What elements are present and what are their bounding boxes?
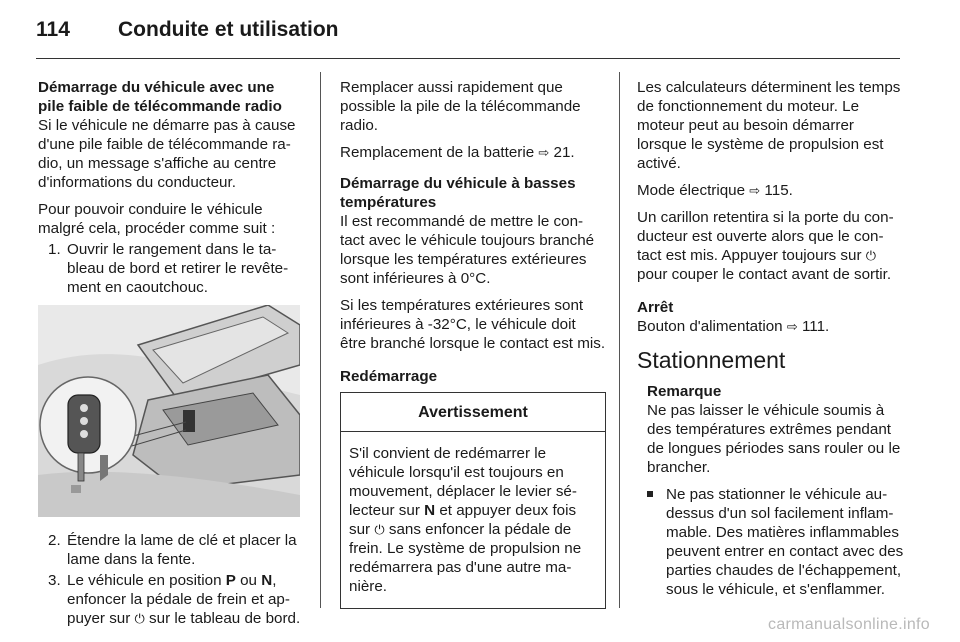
watermark: carmanualsonline.info — [768, 616, 930, 633]
page-ref-link[interactable]: 21. — [549, 144, 575, 161]
page-title: Conduite et utilisation — [118, 18, 339, 41]
paragraph: Mode électrique ⇨ 115. — [637, 182, 793, 199]
list-item: 3. Le véhicule en position P ou N, enfoncer la pédale de frein et ap-puyer sur ⏻ sur le tableau de bord. — [48, 572, 301, 627]
heading-stop: Arrêt — [637, 299, 674, 316]
section-title-parking: Stationnement — [637, 347, 786, 373]
paragraph: Pour pouvoir conduire le véhicule malgré cela, procéder comme suit : — [38, 201, 276, 237]
paragraph: Bouton d'alimentation ⇨ 111. — [637, 318, 830, 335]
warning-text: S'il convient de redémarrer le véhicule lorsqu'il est toujours en mouvement, déplacer le levier sé-lecteur sur N et appuyer deux fois sur ⏻ sans enfoncer la pédale de frein. Le système de propulsion ne redémarrera pas d'une autre ma-nière. — [349, 445, 582, 595]
steps-list — [38, 240, 304, 297]
paragraph: Un carillon retentira si la porte du con-ducteur est ouverte alors que le con-tact est mis. Appuyer toujours sur ⏻ pour couper le contact avant de sortir. — [637, 209, 894, 283]
page-ref-arrow-icon: ⇨ — [538, 145, 550, 160]
column-divider — [619, 72, 620, 608]
header-rule — [36, 58, 900, 59]
paragraph: Si le véhicule ne démarre pas à cause d'une pile faible de télécommande ra-dio, un message s'affiche au centre d'informations du conducteur. — [38, 117, 296, 191]
column-3 — [637, 78, 905, 599]
power-icon: ⏻ — [374, 522, 385, 537]
page-ref-arrow-icon: ⇨ — [749, 183, 761, 198]
paragraph: Si les températures extérieures sont inférieures à -32°C, le véhicule doit être branché lorsque le contact est mis. — [340, 297, 606, 352]
bullet-item: Ne pas stationner le véhicule au-dessus d'un sol facilement inflam-mable. Des matières inflammables peuvent entrer en contact avec des parties chaudes de l'échappement, sous le véhicule, et s'enflammer. — [637, 485, 905, 599]
power-icon: ⏻ — [865, 248, 877, 263]
list-item: 2. Étendre la lame de clé et placer la lame dans la fente. — [48, 532, 297, 568]
power-icon: ⏻ — [134, 611, 145, 626]
note-title: Remarque — [647, 383, 722, 400]
heading-restart: Redémarrage — [340, 368, 438, 385]
note-text: Ne pas laisser le véhicule soumis à des températures extrêmes pendant de longues périodes sans rouler ou le brancher. — [647, 402, 901, 476]
column-1 — [38, 78, 304, 636]
key-fob-slot-illustration — [38, 305, 300, 517]
heading-low-battery-start: Démarrage du véhicule avec une pile faible de télécommande radio — [38, 79, 282, 115]
warning-title: Avertissement — [341, 393, 605, 432]
warning-box — [340, 392, 606, 609]
note-block — [637, 382, 905, 477]
paragraph: Il est recommandé de mettre le con-tact avec le véhicule toujours branché lorsque les températures extérieures sont inférieures à 0°C. — [340, 213, 595, 287]
page-header — [36, 18, 339, 58]
page-ref-link[interactable]: 115. — [760, 182, 793, 199]
steps-list-continued — [38, 531, 304, 628]
paragraph: Remplacement de la batterie ⇨ 21. — [340, 144, 575, 161]
list-item: 1. Ouvrir le rangement dans le ta-bleau de bord et retirer le revête-ment en caoutchouc. — [48, 241, 289, 296]
page-number: 114 — [36, 18, 70, 41]
column-2 — [340, 78, 606, 609]
page-ref-link[interactable]: 111. — [797, 318, 830, 335]
page-ref-arrow-icon: ⇨ — [786, 319, 798, 334]
paragraph: Remplacer aussi rapidement que possible la pile de la télécommande radio. — [340, 79, 581, 134]
heading-low-temperature: Démarrage du véhicule à basses températures — [340, 175, 576, 211]
column-divider — [320, 72, 321, 608]
bullet-square-icon — [647, 491, 653, 497]
paragraph: Les calculateurs déterminent les temps de fonctionnement du moteur. Le moteur peut au besoin démarrer lorsque le système de propulsion est activé. — [637, 79, 901, 172]
